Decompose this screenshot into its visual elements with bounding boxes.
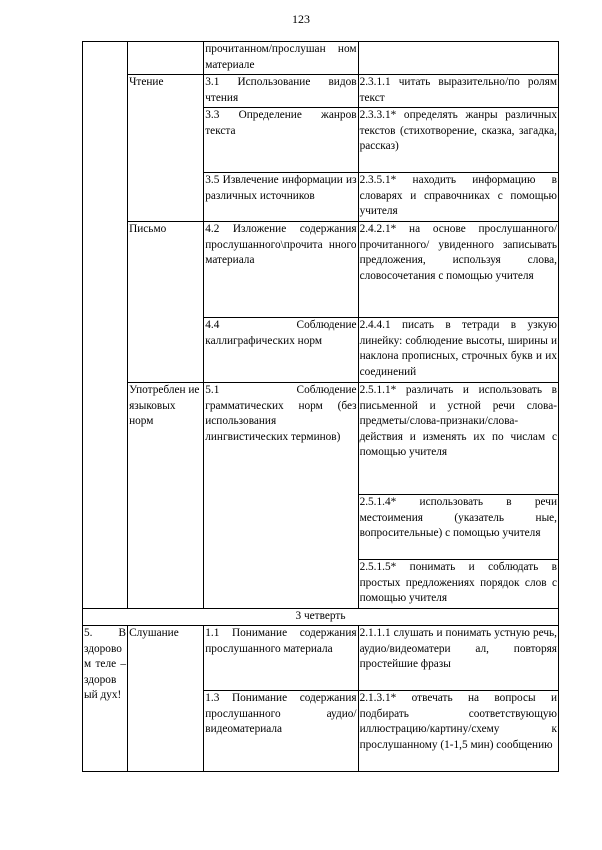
skill-cell: Употреблен ие языковых норм xyxy=(128,383,204,609)
goal-cell: 2.3.3.1* определять жанры различных текстов (стихотворение, сказка, загадка, рассказ) xyxy=(358,108,558,173)
table-row xyxy=(83,42,559,75)
goal-cell: 2.3.5.1* находить информацию в словарях и справочниках с помощью учителя xyxy=(358,173,558,222)
table-row xyxy=(83,626,559,691)
goal-cell: 2.1.3.1* отвечать на вопросы и подбирать соответствующую иллюстрацию/картину/схему к прослушанному (1-1,5 мин) сообщению xyxy=(358,691,558,772)
objective-cell: 4.2 Изложение содержания прослушанного\прочита нного материала xyxy=(204,222,358,318)
table-row xyxy=(83,222,559,318)
objective-cell: 1.3 Понимание содержания прослушанного аудио/видеоматериала xyxy=(204,691,358,772)
skill-cell: Письмо xyxy=(128,222,204,383)
curriculum-table xyxy=(82,41,559,772)
skill-cell xyxy=(128,42,204,75)
skill-cell: Слушание xyxy=(128,626,204,772)
objective-cell: 3.1 Использование видов чтения xyxy=(204,75,358,108)
goal-cell: 2.4.4.1 писать в тетради в узкую линейку: соблюдение высоты, ширины и наклона прописных, строчных букв и их соединений xyxy=(358,318,558,383)
goal-cell: 2.5.1.4* использовать в речи местоимения (указатель ные, вопросительные) с помощью учителя xyxy=(358,495,558,560)
objective-cell: 3.5 Извлечение информации из различных источников xyxy=(204,173,358,222)
objective-cell: 3.3 Определение жанров текста xyxy=(204,108,358,173)
table-row xyxy=(83,383,559,495)
quarter-header: 3 четверть xyxy=(83,609,559,626)
skill-cell: Чтение xyxy=(128,75,204,222)
goal-cell: 2.1.1.1 слушать и понимать устную речь, аудио/видеоматери ал, повторяя простейшие фразы xyxy=(358,626,558,691)
goal-cell xyxy=(358,42,558,75)
theme-cell: 5. В здорово м теле – здоров ый дух! xyxy=(83,626,128,772)
objective-cell: 1.1 Понимание содержания прослушанного материала xyxy=(204,626,358,691)
goal-cell: 2.4.2.1* на основе прослушанного/ прочитанного/ увиденного записывать предложения, используя слова, словосочетания с помощью учителя xyxy=(358,222,558,318)
quarter-header-row xyxy=(83,609,559,626)
table-row xyxy=(83,75,559,108)
goal-cell: 2.5.1.1* различать и использовать в письменной и устной речи слова-предметы/слова-признаки/слова-действия и изменять их по числам с помощью учителя xyxy=(358,383,558,495)
objective-cell: прочитанном/прослушан ном материале xyxy=(204,42,358,75)
goal-cell: 2.3.1.1 читать выразительно/по ролям текст xyxy=(358,75,558,108)
goal-cell: 2.5.1.5* понимать и соблюдать в простых предложениях порядок слов с помощью учителя xyxy=(358,560,558,609)
objective-cell: 5.1 Соблюдение грамматических норм (без использования лингвистических терминов) xyxy=(204,383,358,609)
page-number: 123 xyxy=(292,12,310,26)
objective-cell: 4.4 Соблюдение каллиграфических норм xyxy=(204,318,358,383)
theme-cell xyxy=(83,42,128,609)
